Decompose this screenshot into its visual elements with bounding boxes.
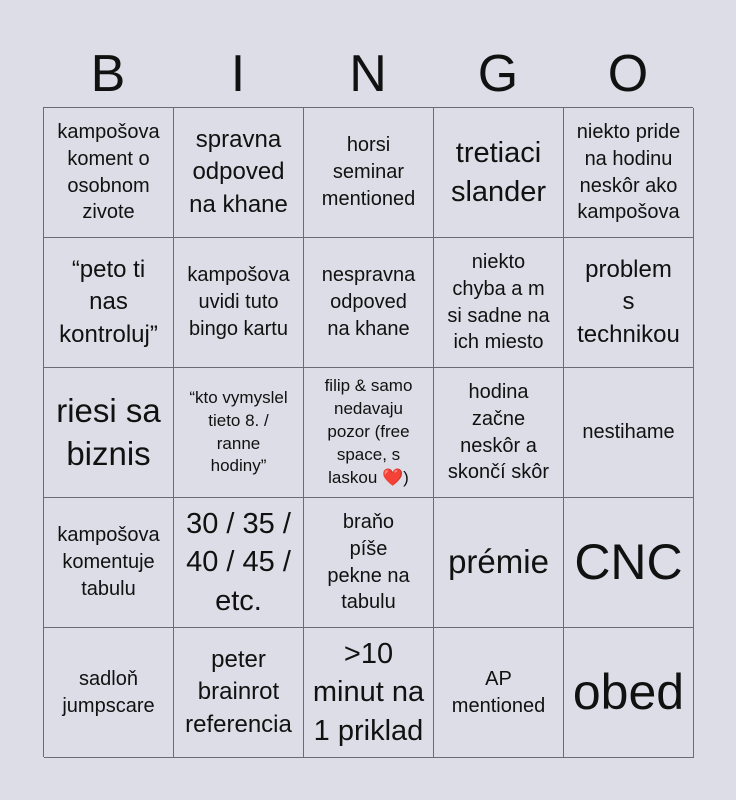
bingo-cell-r2c3[interactable] <box>304 238 434 368</box>
cell-text: niekto pride na hodinu neskôr ako kampošova <box>576 120 681 224</box>
header-letter-n: N <box>349 45 387 103</box>
bingo-cell-r2c1[interactable] <box>44 238 174 368</box>
cell-text: riesi sa biznis <box>56 391 161 472</box>
bingo-cell-r5c3[interactable] <box>304 628 434 758</box>
bingo-cell-r5c5[interactable] <box>564 628 694 758</box>
cell-text: tretiaci slander <box>450 136 547 208</box>
bingo-cell-r1c4[interactable] <box>434 108 564 238</box>
cell-text: kampošova komentuje tabulu <box>57 524 160 600</box>
bingo-cell-r1c1[interactable] <box>44 108 174 238</box>
cell-text: filip & samo nedavaju pozor (free space, s laskou ❤️) <box>324 376 413 487</box>
cell-text: >10 minut na 1 priklad <box>312 637 425 747</box>
bingo-cell-r1c2[interactable] <box>174 108 304 238</box>
bingo-cell-r4c1[interactable] <box>44 498 174 628</box>
bingo-cell-r5c1[interactable] <box>44 628 174 758</box>
cell-text: spravna odpoved na khane <box>189 125 288 218</box>
cell-text: CNC <box>574 534 683 590</box>
bingo-header <box>43 40 693 108</box>
bingo-cell-r5c4[interactable] <box>434 628 564 758</box>
bingo-cell-r2c5[interactable] <box>564 238 694 368</box>
cell-text: obed <box>572 664 685 720</box>
cell-text: AP mentioned <box>451 667 546 717</box>
bingo-cell-r3c5[interactable] <box>564 368 694 498</box>
bingo-cell-r3c2[interactable] <box>174 368 304 498</box>
cell-text: 30 / 35 / 40 / 45 / etc. <box>186 507 291 617</box>
bingo-cell-r3c1[interactable] <box>44 368 174 498</box>
header-letter-i: I <box>230 45 246 103</box>
bingo-cell-r2c2[interactable] <box>174 238 304 368</box>
cell-text: “peto ti nas kontroluj” <box>59 255 158 348</box>
cell-text: kampošova koment o osobnom zivote <box>57 120 160 224</box>
bingo-cell-r2c4[interactable] <box>434 238 564 368</box>
cell-text: “kto vymyslel tieto 8. / ranne hodiny” <box>189 387 288 476</box>
cell-text: prémie <box>448 543 549 581</box>
bingo-cell-r3c4[interactable] <box>434 368 564 498</box>
cell-text: hodina začne neskôr a skončí skôr <box>447 380 550 484</box>
cell-text: peter brainrot referencia <box>185 645 292 738</box>
header-letter-o: O <box>607 45 649 103</box>
header-letter-b: B <box>90 45 126 103</box>
bingo-grid <box>43 107 693 757</box>
cell-text: horsi seminar mentioned <box>321 134 416 210</box>
cell-text: niekto chyba a m si sadne na ich miesto <box>447 250 550 354</box>
cell-text: braňo píše pekne na tabulu <box>327 510 410 614</box>
bingo-cell-r1c5[interactable] <box>564 108 694 238</box>
bingo-cell-r3c3 free-space-cell[interactable] <box>304 368 434 498</box>
cell-text: nestihame <box>582 421 675 444</box>
cell-text: nespravna odpoved na khane <box>321 264 416 340</box>
header-letter-g: G <box>477 45 519 103</box>
cell-text: sadloň jumpscare <box>62 667 155 717</box>
bingo-cell-r4c2[interactable] <box>174 498 304 628</box>
cell-text: problem s technikou <box>577 255 680 348</box>
bingo-cell-r1c3[interactable] <box>304 108 434 238</box>
cell-text: kampošova uvidi tuto bingo kartu <box>187 264 290 340</box>
bingo-cell-r4c3[interactable] <box>304 498 434 628</box>
bingo-cell-r4c4[interactable] <box>434 498 564 628</box>
bingo-cell-r5c2[interactable] <box>174 628 304 758</box>
bingo-cell-r4c5[interactable] <box>564 498 694 628</box>
